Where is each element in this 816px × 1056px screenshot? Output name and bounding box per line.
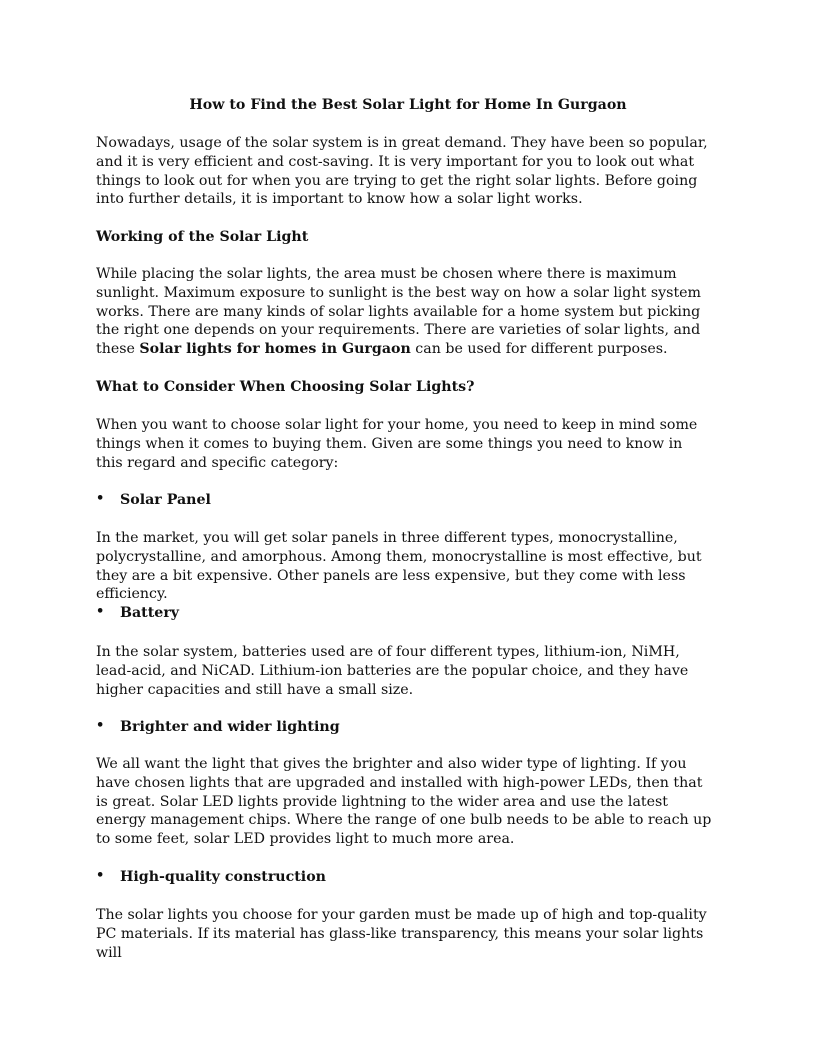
working-bold-link-text: Solar lights for homes in Gurgaon xyxy=(139,341,411,358)
bullet-icon: • xyxy=(96,604,105,619)
working-paragraph xyxy=(96,265,712,359)
section-heading-working: Working of the Solar Light xyxy=(96,229,309,245)
intro-paragraph: Nowadays, usage of the solar system is in great demand. They have been so popular, and it is very efficient and cost-saving. It is very important for you to look out what things to look out for when you are trying to get the right solar lights. Before going into further details, it is important to know how a solar light works. xyxy=(96,135,708,208)
list-item-label: Battery xyxy=(120,605,180,621)
list-item-paragraph: In the market, you will get solar panels in three different types, monocrystalline, polycrystalline, and amorphous. Among them, monocrystalline is most effective, but they are a bit expensive. Other panels are less expensive, but they come with less efficiency. xyxy=(96,530,702,603)
working-text-after: can be used for different purposes. xyxy=(410,341,668,358)
list-item-label: Solar Panel xyxy=(120,492,211,508)
working-text-before: While placing the solar lights, the area must be chosen where there is maximum sunlight. Maximum exposure to sunlight is the best way on how a solar light system works. There are many kinds of solar lights available for a home system but picking the right one depends on your requirements. There are varieties of solar lights, and these xyxy=(96,266,701,358)
list-item-label: High-quality construction xyxy=(120,869,326,885)
consider-paragraph: When you want to choose solar light for your home, you need to keep in mind some things when it comes to buying them. Given are some things you need to know in this regard and specific category: xyxy=(96,417,698,471)
section-heading-consider: What to Consider When Choosing Solar Lights? xyxy=(96,379,475,395)
list-item-paragraph: The solar lights you choose for your garden must be made up of high and top-quality PC materials. If its material has glass-like transparency, this means your solar lights will xyxy=(96,907,707,961)
document-title: How to Find the Best Solar Light for Home In Gurgaon xyxy=(189,97,627,113)
bullet-icon: • xyxy=(96,491,105,506)
bullet-icon: • xyxy=(96,868,105,883)
list-item-paragraph: In the solar system, batteries used are of four different types, lithium-ion, NiMH, lead-acid, and NiCAD. Lithium-ion batteries are the popular choice, and they have higher capacities and still have a small size. xyxy=(96,644,689,698)
bullet-icon: • xyxy=(96,718,105,733)
list-item-label: Brighter and wider lighting xyxy=(120,719,340,735)
list-item-paragraph: We all want the light that gives the brighter and also wider type of lighting. If you have chosen lights that are upgraded and installed with high-power LEDs, then that is great. Solar LED lights provide lightning to the wider area and use the latest energy management chips. Where the range of one bulb needs to be able to reach up to some feet, solar LED provides light to much more area. xyxy=(96,756,712,848)
